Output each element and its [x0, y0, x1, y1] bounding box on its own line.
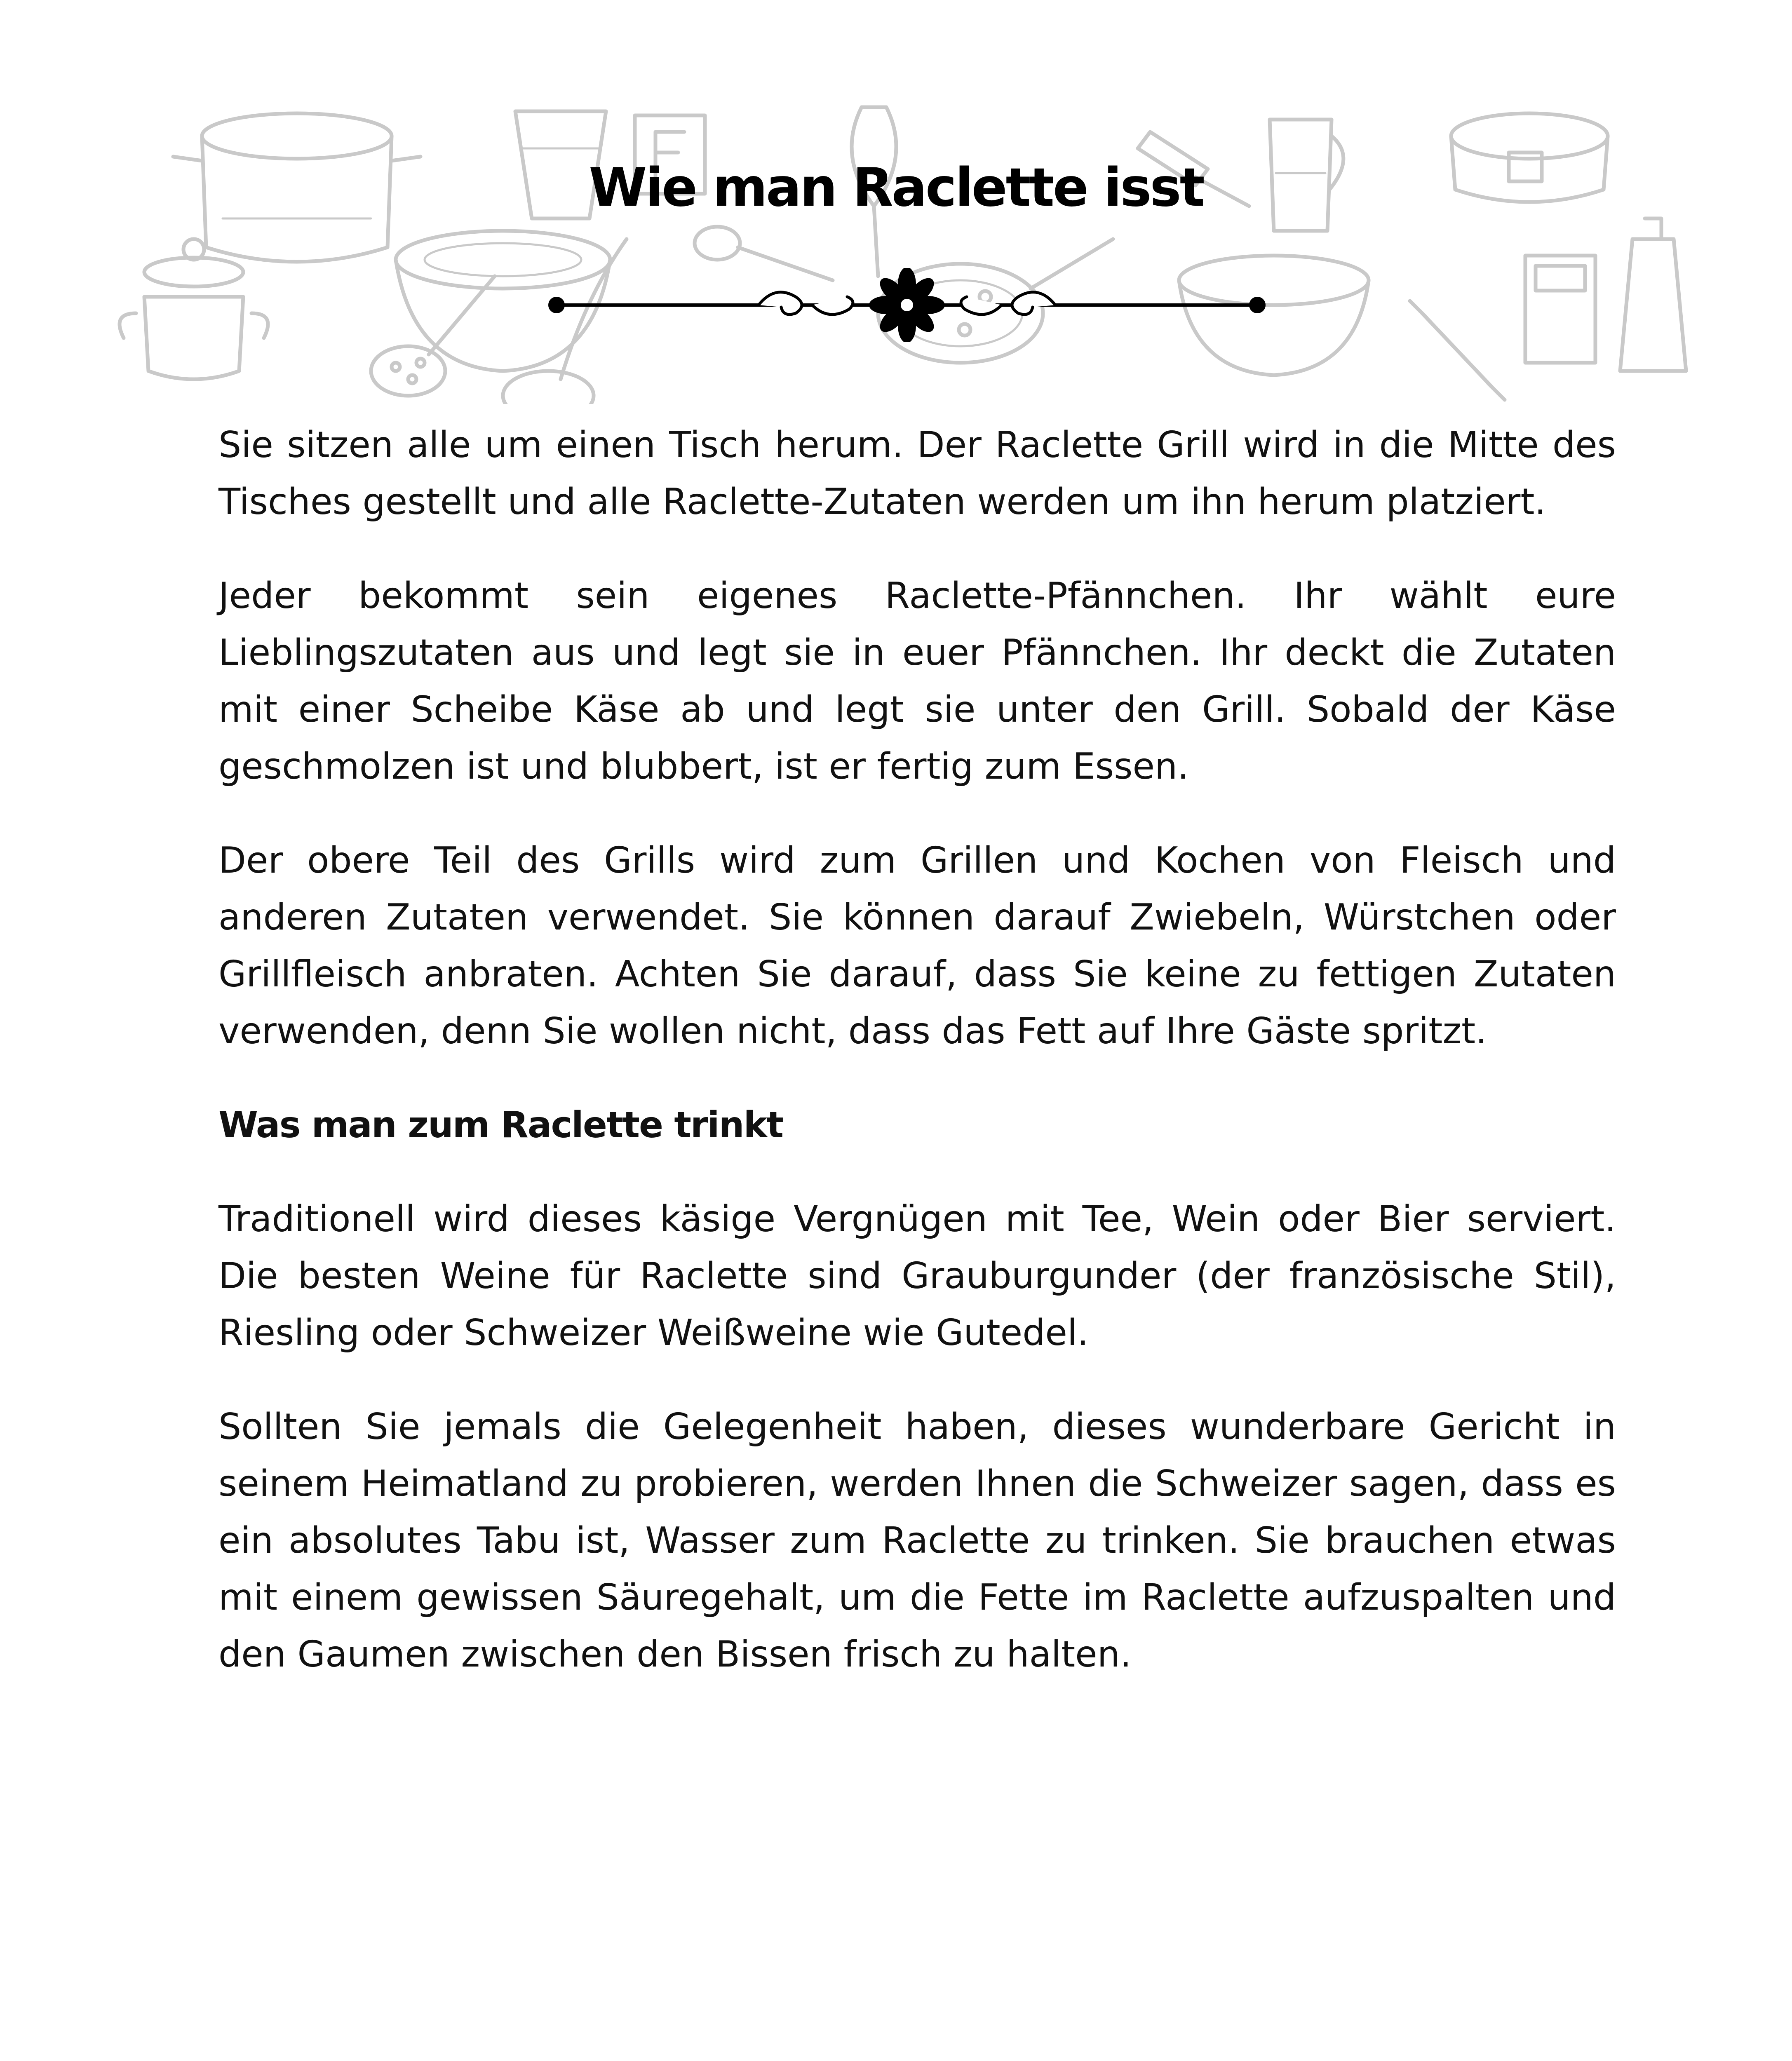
top-kitchen-illustration [0, 82, 1792, 404]
paragraph: Jeder bekommt sein eigenes Raclette-Pfännchen. Ihr wählt eure Lieblingszutaten aus und legt sie in euer Pfännchen. Ihr deckt die Zutaten mit einer Scheibe Käse ab und legt sie unter den Grill. Sobald der Käse geschmolzen ist und blubbert, ist er fertig zum Essen. [218, 575, 1616, 787]
paragraph: Der obere Teil des Grills wird zum Grillen und Kochen von Fleisch und anderen Zutaten verwendet. Sie können darauf Zwiebeln, Würstchen oder Grillfleisch anbraten. Achten Sie darauf, dass Sie keine zu fettigen Zutaten verwenden, denn Sie wollen nicht, dass das Fett auf Ihre Gäste spritzt. [218, 839, 1616, 1052]
section-heading: Was man zum Raclette trinkt [218, 1104, 783, 1146]
rolling-pin-icon [1410, 301, 1505, 400]
calculator-icon [1525, 256, 1595, 363]
grater-icon [1620, 218, 1686, 371]
article-body [218, 416, 1616, 1720]
paragraph: Traditionell wird dieses käsige Vergnügen mit Tee, Wein oder Bier serviert. Die besten Weine für Raclette sind Grauburgunder (der französische Stil), Riesling oder Schweizer Weißweine wie Gutedel. [218, 1198, 1616, 1354]
skimmer-icon [371, 276, 495, 396]
paragraph: Sie sitzen alle um einen Tisch herum. Der Raclette Grill wird in die Mitte des Tisches gestellt und alle Raclette-Zutaten werden um ihn herum platziert. [218, 424, 1616, 523]
page-title: Wie man Raclette isst [589, 157, 1203, 218]
paragraph: Sollten Sie jemals die Gelegenheit haben, dieses wunderbare Gericht in seinem Heimatland zu probieren, werden Ihnen die Schweizer sagen, dass es ein absolutes Tabu ist, Wasser zum Raclette zu trinken. Sie brauchen etwas mit einem gewissen Säuregehalt, um die Fette im Raclette aufzuspalten und den Gaumen zwischen den Bissen frisch zu halten. [218, 1406, 1616, 1675]
lid-icon [120, 239, 268, 379]
flower-divider-icon [544, 268, 1270, 342]
